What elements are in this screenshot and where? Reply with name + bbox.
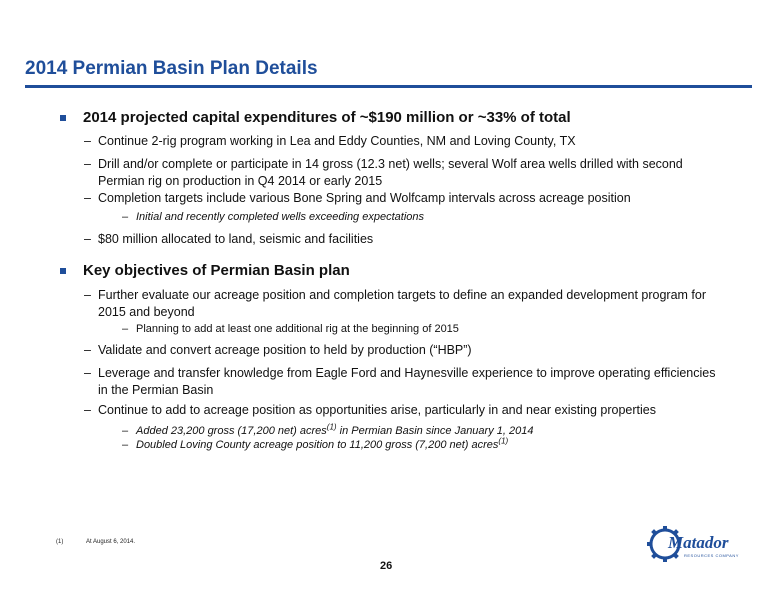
dash-icon: –: [84, 157, 91, 171]
sub-bullet-item: Initial and recently completed wells exceeding expectations: [136, 211, 424, 223]
dash-icon: –: [84, 366, 91, 380]
dash-icon: –: [84, 134, 91, 148]
sub-bullet-text: Added 23,200 gross (17,200 net) acres: [136, 425, 327, 437]
dash-icon: –: [122, 211, 129, 223]
title-divider: [25, 85, 752, 88]
bullet-item: Validate and convert acreage position to held by production (“HBP”): [98, 343, 472, 357]
bullet-item: Continue 2-rig program working in Lea and Eddy Counties, NM and Loving County, TX: [98, 134, 576, 148]
sub-bullet-item: [136, 438, 508, 452]
dash-icon: –: [84, 191, 91, 205]
logo-wordmark: Matador: [668, 533, 729, 552]
section-heading: Key objectives of Permian Basin plan: [83, 262, 350, 279]
dash-icon: –: [84, 288, 91, 302]
bullet-item: $80 million allocated to land, seismic and facilities: [98, 232, 374, 246]
dash-icon: –: [122, 425, 129, 437]
bullet-item: Completion targets include various Bone Spring and Wolfcamp intervals across acreage position: [98, 191, 631, 205]
sub-bullet-item: Planning to add at least one additional rig at the beginning of 2015: [136, 323, 459, 335]
page-number: 26: [380, 560, 393, 572]
dash-icon: –: [122, 323, 129, 335]
footnote-number: (1): [56, 539, 64, 545]
bullet-item: Further evaluate our acreage position and completion targets to define an expanded development program for 2015 and beyond: [98, 288, 707, 319]
footnote-text: At August 6, 2014.: [86, 539, 136, 545]
bullet-item: Drill and/or complete or participate in 14 gross (12.3 net) wells; several Wolf area wells drilled with second Permian rig on production in Q4 2014 or early 2015: [98, 157, 683, 188]
bullet-item: Leverage and transfer knowledge from Eagle Ford and Haynesville experience to improve operating efficiencies in the Permian Basin: [98, 366, 716, 397]
square-bullet-icon: [60, 115, 66, 121]
square-bullet-icon: [60, 268, 66, 274]
footnote-ref: (1): [498, 436, 509, 446]
footnote-ref: (1): [326, 422, 337, 432]
sub-bullet-text: in Permian Basin since January 1, 2014: [336, 425, 534, 437]
section-heading: 2014 projected capital expenditures of ~$190 million or ~33% of total: [83, 109, 571, 126]
sub-bullet-text: Doubled Loving County acreage position to 11,200 gross (7,200 net) acres: [136, 439, 499, 451]
sub-bullet-item: [136, 424, 533, 438]
logo-tagline: RESOURCES COMPANY: [684, 553, 739, 558]
footnote: [56, 539, 135, 545]
bullet-item: Continue to add to acreage position as opportunities arise, particularly in and near existing properties: [98, 403, 656, 417]
dash-icon: –: [84, 403, 91, 417]
page-title: 2014 Permian Basin Plan Details: [25, 58, 318, 79]
dash-icon: –: [84, 232, 91, 246]
dash-icon: –: [84, 343, 91, 357]
dash-icon: –: [122, 439, 129, 451]
